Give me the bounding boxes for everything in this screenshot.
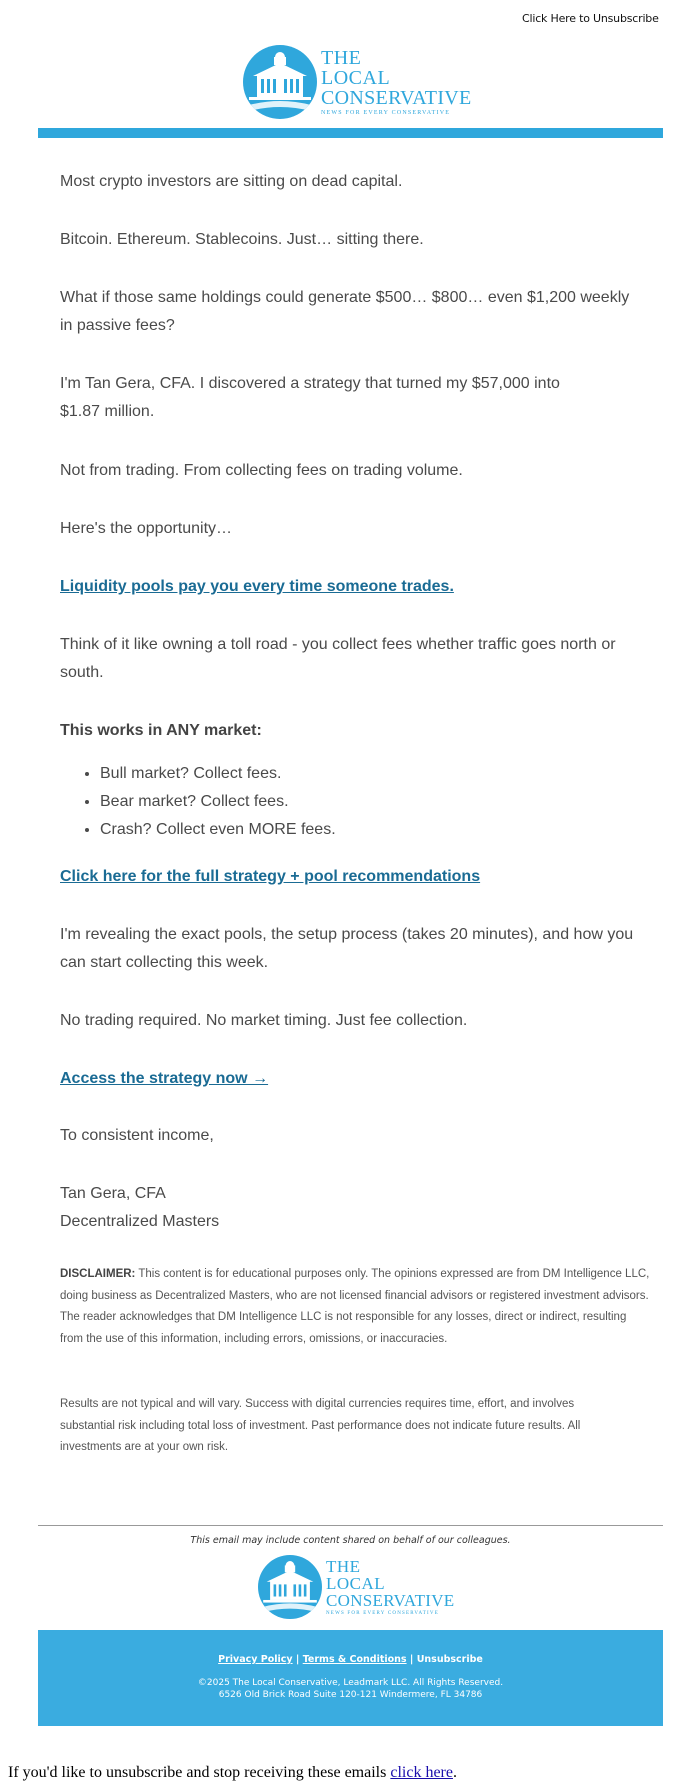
footer-links <box>38 1654 663 1665</box>
signoff: To consistent income, <box>60 1127 214 1144</box>
footer-logo-wordmark <box>326 1558 455 1616</box>
body-paragraph-6: Here's the opportunity… <box>60 520 233 537</box>
access-strategy-link[interactable]: Access the strategy now → <box>60 1070 269 1087</box>
liquidity-pools-link[interactable]: Liquidity pools pay you every time someone trades. <box>60 578 454 595</box>
copyright-text: ©2025 The Local Conservative, Leadmark LLC. All Rights Reserved. <box>197 1678 504 1688</box>
full-strategy-link[interactable]: Click here for the full strategy + pool recommendations <box>60 868 481 885</box>
separator: | <box>409 1654 414 1665</box>
separator: | <box>295 1654 300 1665</box>
signature-org: Decentralized Masters <box>60 1213 220 1230</box>
logo-wordmark <box>321 48 472 116</box>
body-paragraph-3: What if those same holdings could generate $500… $800… even $1,200 weekly in passive fees? <box>60 289 630 334</box>
footer-unsubscribe-link[interactable]: Unsubscribe <box>416 1654 483 1665</box>
logo-line-3: CONSERVATIVE <box>326 1591 455 1610</box>
logo-line-1: THE <box>326 1557 361 1576</box>
logo-tagline: NEWS FOR EVERY CONSERVATIVE <box>326 1611 439 1616</box>
bottom-period: . <box>452 1764 457 1781</box>
body-paragraph-5: Not from trading. From collecting fees on trading volume. <box>60 462 463 479</box>
header-divider-bar <box>38 128 663 138</box>
disclaimer-text <box>60 1264 650 1350</box>
results-disclaimer: Results are not typical and will vary. Success with digital currencies requires time, effort, and involves substantial risk including total loss of investment. Past performance does not indicate future results. All investments are at your own risk. <box>60 1398 581 1453</box>
bottom-click-here-link[interactable]: click here <box>390 1764 453 1781</box>
logo-line-2: LOCAL <box>321 67 391 89</box>
footer-bar <box>38 1630 663 1726</box>
terms-link[interactable]: Terms & Conditions <box>302 1654 407 1665</box>
body-paragraph-7: Think of it like owning a toll road - you collect fees whether traffic goes north or south. <box>60 636 616 681</box>
benefits-list <box>60 760 336 844</box>
privacy-policy-link[interactable]: Privacy Policy <box>218 1654 293 1665</box>
top-unsubscribe-link[interactable]: Click Here to Unsubscribe <box>522 12 659 25</box>
body-paragraph-2: Bitcoin. Ethereum. Stablecoins. Just… sitting there. <box>60 231 424 248</box>
header-logo <box>243 45 472 119</box>
disclaimer-body: This content is for educational purposes only. The opinions expressed are from DM Intelligence LLC, doing business as Decentralized Masters, who are not licensed financial advisors or registered investment advisors. The reader acknowledges that DM Intelligence LLC is not responsible for any losses, direct or indirect, resulting from the use of this information, including errors, omissions, or inaccuracies. <box>60 1268 650 1345</box>
disclaimer-label: DISCLAIMER: <box>60 1268 136 1280</box>
body-paragraph-4: I'm Tan Gera, CFA. I discovered a strategy that turned my $57,000 into $1.87 million. <box>60 375 560 420</box>
footer-logo <box>258 1555 455 1619</box>
body-paragraph-8: I'm revealing the exact pools, the setup process (takes 20 minutes), and how you can start collecting this week. <box>60 926 634 971</box>
white-house-emblem-icon <box>258 1555 322 1619</box>
address-text: 6526 Old Brick Road Suite 120-121 Windermere, FL 34786 <box>218 1690 483 1700</box>
white-house-emblem-icon <box>243 45 317 119</box>
bottom-unsubscribe-text: If you'd like to unsubscribe and stop receiving these emails <box>8 1764 391 1781</box>
footer-divider <box>38 1525 663 1526</box>
body-paragraph-1: Most crypto investors are sitting on dead capital. <box>60 173 403 190</box>
list-item: • Bear market? Collect fees. <box>100 788 336 816</box>
logo-line-3: CONSERVATIVE <box>321 87 472 109</box>
logo-tagline: NEWS FOR EVERY CONSERVATIVE <box>321 110 451 116</box>
signature-name: Tan Gera, CFA <box>60 1185 166 1202</box>
logo-line-2: LOCAL <box>326 1574 386 1593</box>
shared-content-note: This email may include content shared on behalf of our colleagues. <box>190 1535 511 1546</box>
bottom-unsubscribe-line <box>8 1764 457 1782</box>
footer-copyright-block <box>38 1677 663 1701</box>
list-item: • Crash? Collect even MORE fees. <box>100 816 336 844</box>
logo-line-1: THE <box>321 47 362 69</box>
body-paragraph-9: No trading required. No market timing. Just fee collection. <box>60 1012 468 1029</box>
list-item: • Bull market? Collect fees. <box>100 760 336 788</box>
market-heading: This works in ANY market: <box>60 722 262 739</box>
